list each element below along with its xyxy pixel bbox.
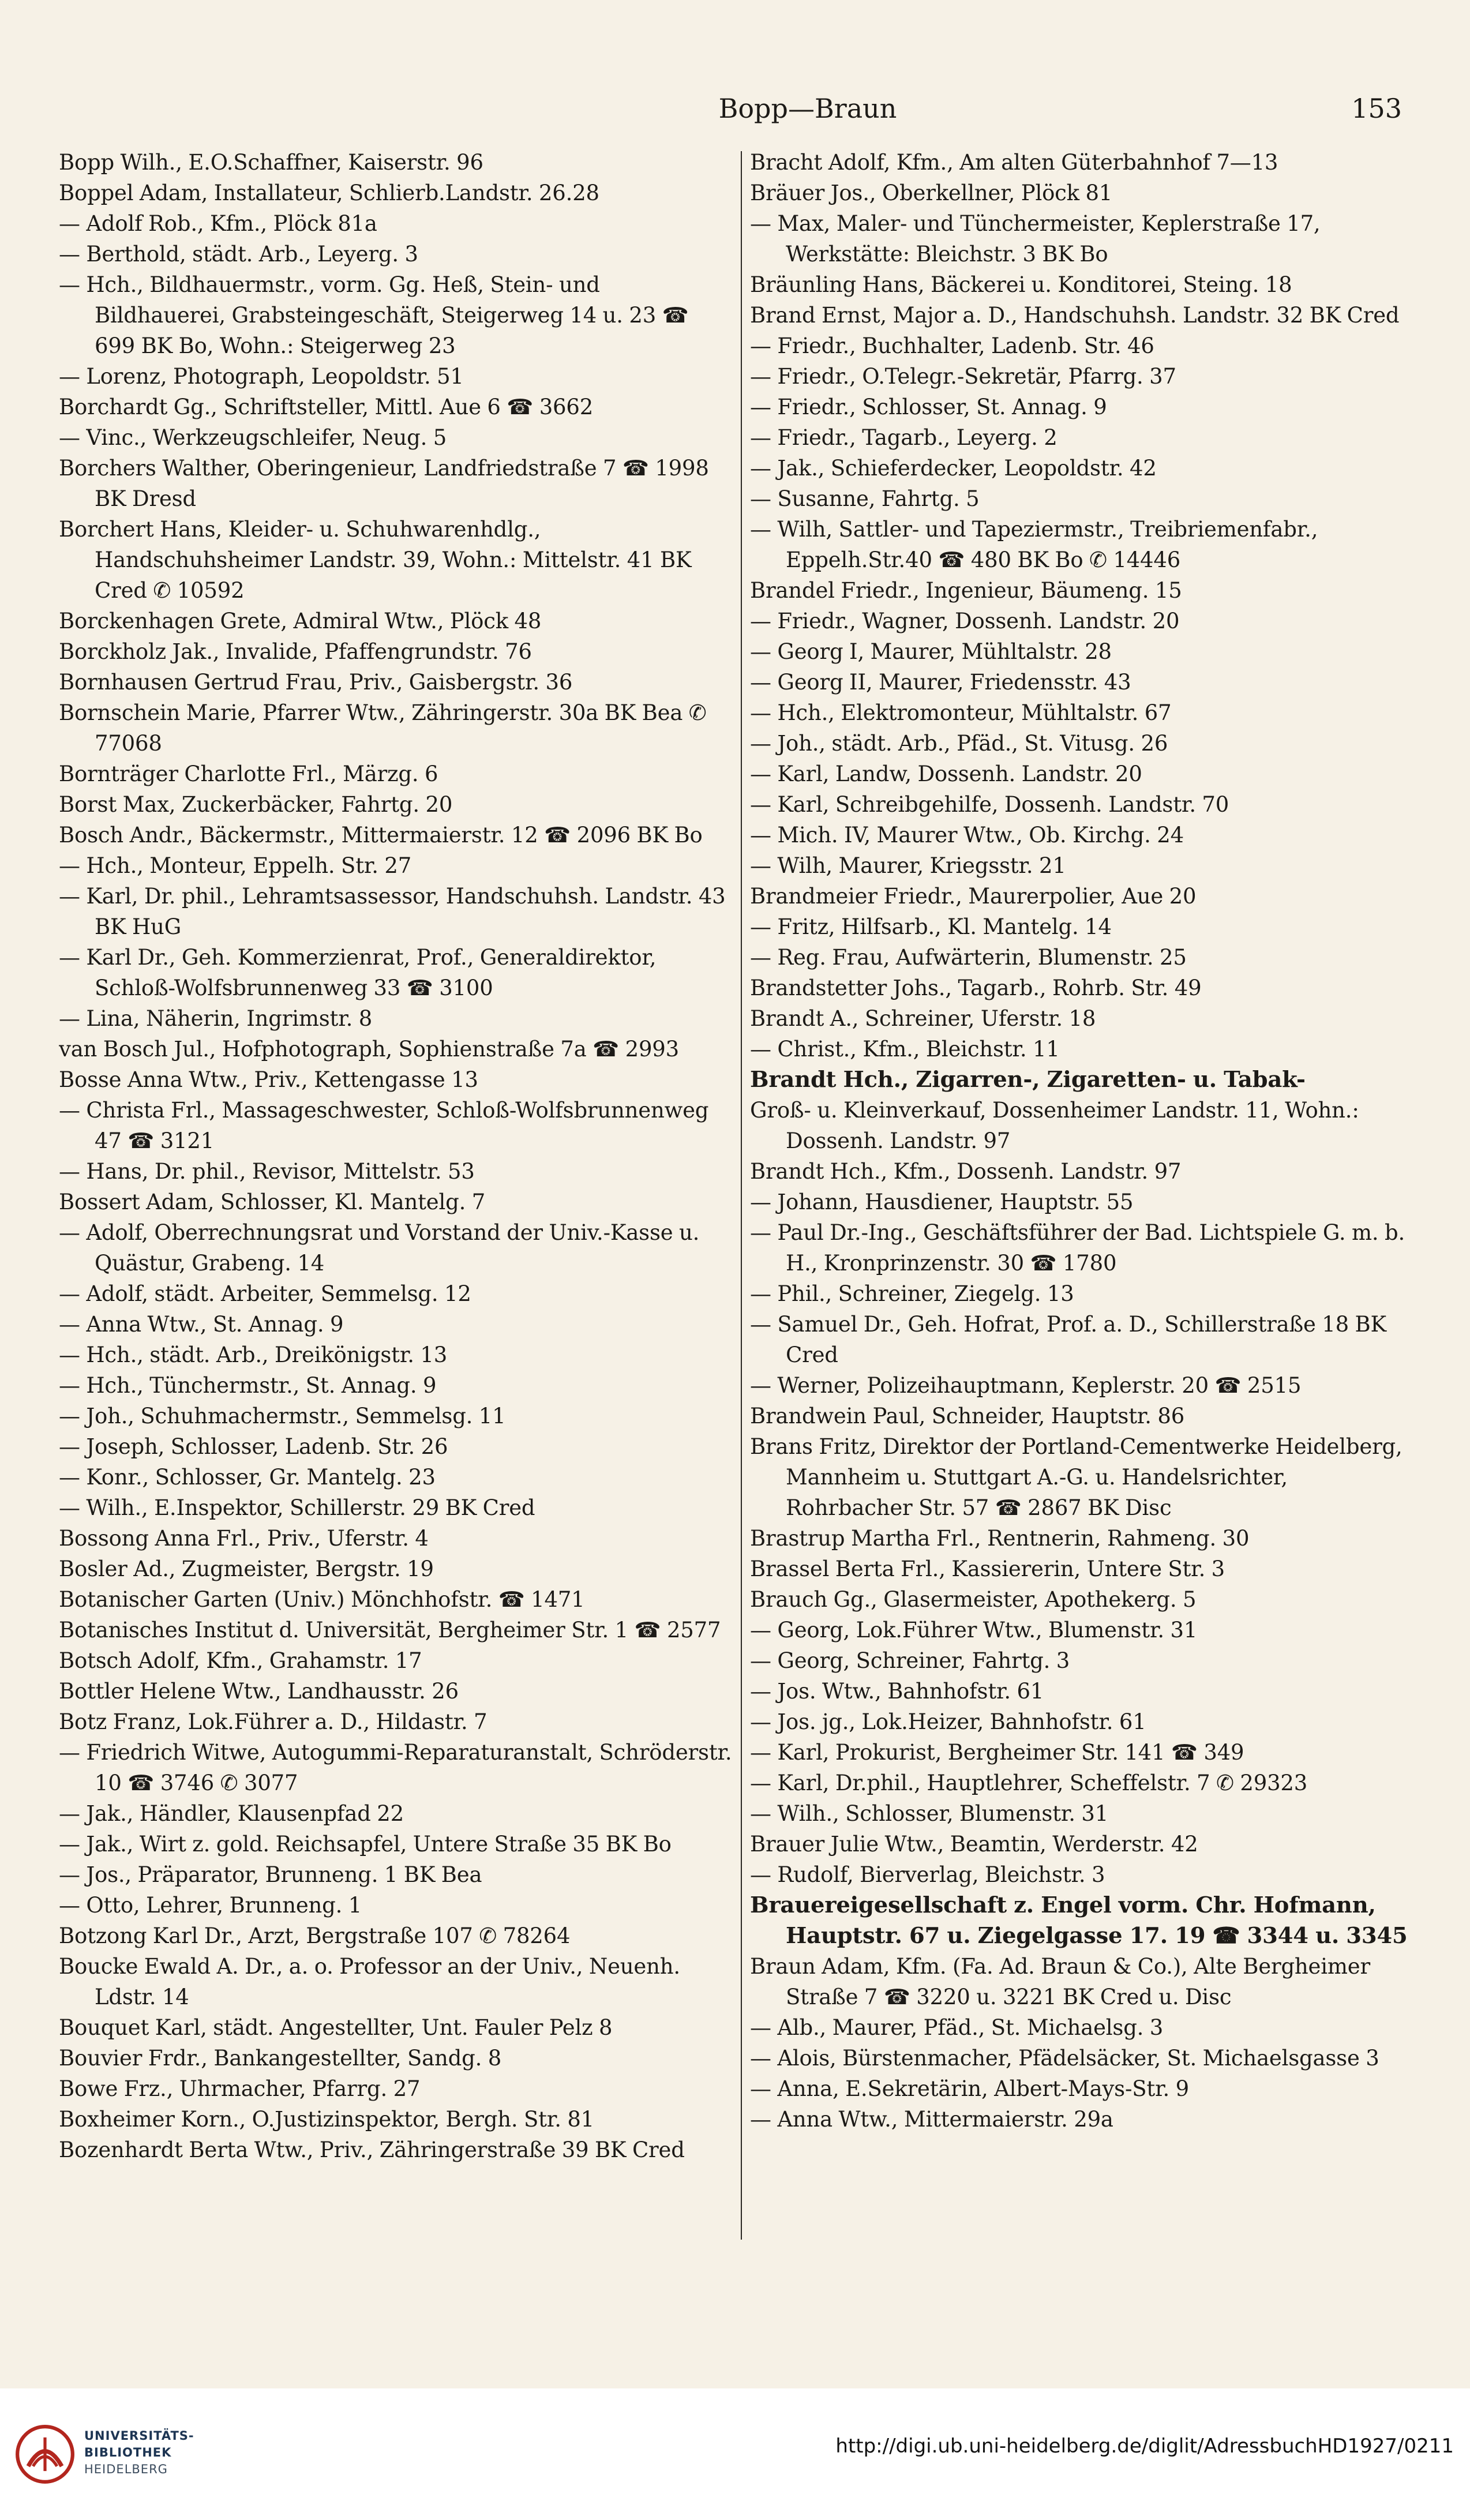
directory-entry: Brand Ernst, Major a. D., Handschuhsh. Landstr. 32 BK Cred <box>750 303 1400 328</box>
directory-entry: Brandmeier Friedr., Maurerpolier, Aue 20 <box>750 884 1197 909</box>
directory-entry: Braun Adam, Kfm. (Fa. Ad. Braun & Co.), Alte Bergheimer Straße 7 ☎ 3220 u. 3221 BK Cred u. Disc <box>750 1954 1370 2009</box>
directory-entry: — Samuel Dr., Geh. Hofrat, Prof. a. D., Schillerstraße 18 BK Cred <box>750 1312 1386 1367</box>
directory-entry: — Friedr., O.Telegr.-Sekretär, Pfarrg. 37 <box>750 364 1176 389</box>
directory-entry: Brandel Friedr., Ingenieur, Bäumeng. 15 <box>750 578 1182 603</box>
directory-entry: Bouvier Frdr., Bankangestellter, Sandg. 8 <box>59 2046 502 2071</box>
directory-entry: — Vinc., Werkzeugschleifer, Neug. 5 <box>59 425 447 450</box>
directory-entry: — Hch., Elektromonteur, Mühltalstr. 67 <box>750 700 1172 725</box>
directory-entry: — Hch., Bildhauermstr., vorm. Gg. Heß, Stein- und Bildhauerei, Grabsteingeschäft, Steigerweg 14 u. 23 ☎ 699 BK Bo, Wohn.: Steigerweg 23 <box>59 272 689 358</box>
directory-entry: Bozenhardt Berta Wtw., Priv., Zähringerstraße 39 BK Cred <box>59 2138 685 2162</box>
directory-entry: Bossong Anna Frl., Priv., Uferstr. 4 <box>59 1526 429 1551</box>
directory-entry: Brans Fritz, Direktor der Portland-Cementwerke Heidelberg, Mannheim u. Stuttgart A.-G. u. Handelsrichter, Rohrbacher Str. 57 ☎ 2867 BK Disc <box>750 1434 1402 1520</box>
directory-entry: van Bosch Jul., Hofphotograph, Sophienstraße 7a ☎ 2993 <box>59 1037 679 1062</box>
directory-entry: Borckholz Jak., Invalide, Pfaffengrundstr. 76 <box>59 639 532 664</box>
running-title: Bopp—Braun <box>718 93 897 124</box>
directory-entry: Brassel Berta Frl., Kassiererin, Untere Str. 3 <box>750 1557 1225 1581</box>
directory-entry: Boucke Ewald A. Dr., a. o. Professor an der Univ., Neuenh. Ldstr. 14 <box>59 1954 680 2009</box>
directory-entry: — Friedr., Schlosser, St. Annag. 9 <box>750 395 1107 419</box>
directory-entry: Bornhausen Gertrud Frau, Priv., Gaisbergstr. 36 <box>59 670 573 695</box>
directory-entry: — Phil., Schreiner, Ziegelg. 13 <box>750 1281 1074 1306</box>
directory-entry: Brandwein Paul, Schneider, Hauptstr. 86 <box>750 1404 1185 1428</box>
directory-entry: — Jak., Wirt z. gold. Reichsapfel, Untere Straße 35 BK Bo <box>59 1832 672 1857</box>
directory-entry: Botsch Adolf, Kfm., Grahamstr. 17 <box>59 1648 422 1673</box>
left-column <box>59 147 733 2247</box>
directory-entry: — Jos. jg., Lok.Heizer, Bahnhofstr. 61 <box>750 1709 1146 1734</box>
page-number: 153 <box>1351 93 1402 124</box>
directory-entry: — Mich. IV, Maurer Wtw., Ob. Kirchg. 24 <box>750 823 1184 847</box>
directory-entry: — Fritz, Hilfsarb., Kl. Mantelg. 14 <box>750 914 1112 939</box>
directory-entry: — Georg, Lok.Führer Wtw., Blumenstr. 31 <box>750 1618 1198 1642</box>
directory-entry: — Susanne, Fahrtg. 5 <box>750 486 980 511</box>
directory-entry: — Otto, Lehrer, Brunneng. 1 <box>59 1893 362 1918</box>
directory-entry: — Lina, Näherin, Ingrimstr. 8 <box>59 1006 373 1031</box>
directory-entry: — Friedr., Tagarb., Leyerg. 2 <box>750 425 1058 450</box>
directory-entry: — Anna, E.Sekretärin, Albert-Mays-Str. 9 <box>750 2076 1189 2101</box>
directory-entry: Bräunling Hans, Bäckerei u. Konditorei, Steing. 18 <box>750 272 1292 297</box>
directory-entry: Bottler Helene Wtw., Landhausstr. 26 <box>59 1679 459 1704</box>
directory-entry: Bornträger Charlotte Frl., Märzg. 6 <box>59 762 438 786</box>
directory-entry: — Alb., Maurer, Pfäd., St. Michaelsg. 3 <box>750 2015 1164 2040</box>
directory-entry: — Alois, Bürstenmacher, Pfädelsäcker, St. Michaelsgasse 3 <box>750 2046 1379 2071</box>
directory-entry: Bouquet Karl, städt. Angestellter, Unt. Fauler Pelz 8 <box>59 2015 613 2040</box>
directory-entry: — Joseph, Schlosser, Ladenb. Str. 26 <box>59 1434 448 1459</box>
directory-entry: — Christa Frl., Massageschwester, Schloß-Wolfsbrunnenweg 47 ☎ 3121 <box>59 1098 709 1153</box>
library-name-line2: BIBLIOTHEK <box>84 2446 172 2459</box>
directory-entry: — Karl, Dr.phil., Hauptlehrer, Scheffelstr. 7 ✆ 29323 <box>750 1771 1308 1795</box>
directory-entry: — Joh., städt. Arb., Pfäd., St. Vitusg. 26 <box>750 731 1168 756</box>
column-divider <box>741 151 742 2240</box>
directory-entry: — Georg I, Maurer, Mühltalstr. 28 <box>750 639 1112 664</box>
directory-entry: — Hch., städt. Arb., Dreikönigstr. 13 <box>59 1342 448 1367</box>
directory-entry: — Friedr., Wagner, Dossenh. Landstr. 20 <box>750 609 1180 633</box>
directory-entry: Groß- u. Kleinverkauf, Dossenheimer Landstr. 11, Wohn.: Dossenh. Landstr. 97 <box>750 1098 1359 1153</box>
directory-entry: — Reg. Frau, Aufwärterin, Blumenstr. 25 <box>750 945 1187 970</box>
directory-entry: — Georg, Schreiner, Fahrtg. 3 <box>750 1648 1070 1673</box>
directory-entry: Brauer Julie Wtw., Beamtin, Werderstr. 42 <box>750 1832 1198 1857</box>
right-column <box>750 147 1413 2247</box>
directory-entry: Boppel Adam, Installateur, Schlierb.Landstr. 26.28 <box>59 181 599 205</box>
directory-entry: — Jak., Schieferdecker, Leopoldstr. 42 <box>750 456 1157 481</box>
directory-entry: — Friedrich Witwe, Autogummi-Reparaturanstalt, Schröderstr. 10 ☎ 3746 ✆ 3077 <box>59 1740 732 1795</box>
directory-entry: Bowe Frz., Uhrmacher, Pfarrg. 27 <box>59 2076 421 2101</box>
directory-entry: — Wilh., E.Inspektor, Schillerstr. 29 BK Cred <box>59 1495 535 1520</box>
directory-entry: Botanisches Institut d. Universität, Bergheimer Str. 1 ☎ 2577 <box>59 1618 721 1642</box>
directory-entry: Brandt A., Schreiner, Uferstr. 18 <box>750 1006 1096 1031</box>
directory-entry: Bopp Wilh., E.O.Schaffner, Kaiserstr. 96 <box>59 150 483 175</box>
directory-entry: — Karl, Prokurist, Bergheimer Str. 141 ☎ 349 <box>750 1740 1244 1765</box>
source-url-link[interactable]: http://digi.ub.uni-heidelberg.de/diglit/AdressbuchHD1927/0211 <box>835 2435 1454 2458</box>
directory-entry: Borst Max, Zuckerbäcker, Fahrtg. 20 <box>59 792 453 817</box>
directory-entry: Bräuer Jos., Oberkellner, Plöck 81 <box>750 181 1113 205</box>
directory-entry: Borchert Hans, Kleider- u. Schuhwarenhdlg., Handschuhsheimer Landstr. 39, Wohn.: Mittelstr. 41 BK Cred ✆ 10592 <box>59 517 692 603</box>
university-library-logo-icon[interactable] <box>15 2424 75 2484</box>
directory-entry: Borchers Walther, Oberingenieur, Landfriedstraße 7 ☎ 1998 BK Dresd <box>59 456 709 511</box>
directory-entry: Bosler Ad., Zugmeister, Bergstr. 19 <box>59 1557 434 1581</box>
footer-bar <box>0 2388 1470 2520</box>
directory-entry: Botzong Karl Dr., Arzt, Bergstraße 107 ✆ 78264 <box>59 1923 571 1948</box>
directory-entry: Bracht Adolf, Kfm., Am alten Güterbahnhof 7—13 <box>750 150 1278 175</box>
directory-entry: — Lorenz, Photograph, Leopoldstr. 51 <box>59 364 464 389</box>
directory-entry: — Berthold, städt. Arb., Leyerg. 3 <box>59 242 418 267</box>
directory-entry: — Hans, Dr. phil., Revisor, Mittelstr. 53 <box>59 1159 475 1184</box>
directory-entry: — Hch., Monteur, Eppelh. Str. 27 <box>59 853 412 878</box>
directory-entry: Brandt Hch., Zigarren-, Zigaretten- u. Tabak- <box>750 1067 1306 1093</box>
directory-entry: Botz Franz, Lok.Führer a. D., Hildastr. 7 <box>59 1709 487 1734</box>
directory-entry: Brauch Gg., Glasermeister, Apothekerg. 5 <box>750 1587 1197 1612</box>
directory-entry: — Wilh, Sattler- und Tapeziermstr., Treibriemenfabr., Eppelh.Str.40 ☎ 480 BK Bo ✆ 14446 <box>750 517 1318 572</box>
directory-entry: — Rudolf, Bierverlag, Bleichstr. 3 <box>750 1862 1105 1887</box>
directory-entry: — Georg II, Maurer, Friedensstr. 43 <box>750 670 1131 695</box>
directory-entry: — Werner, Polizeihauptmann, Keplerstr. 20 ☎ 2515 <box>750 1373 1302 1398</box>
directory-entry: — Christ., Kfm., Bleichstr. 11 <box>750 1037 1060 1062</box>
directory-entry: — Karl, Landw, Dossenh. Landstr. 20 <box>750 762 1142 786</box>
directory-entry: — Jos., Präparator, Brunneng. 1 BK Bea <box>59 1862 482 1887</box>
directory-entry: Brandstetter Johs., Tagarb., Rohrb. Str. 49 <box>750 976 1202 1000</box>
directory-entry: Bossert Adam, Schlosser, Kl. Mantelg. 7 <box>59 1190 486 1214</box>
directory-entry: — Wilh., Schlosser, Blumenstr. 31 <box>750 1801 1109 1826</box>
directory-entry: — Adolf Rob., Kfm., Plöck 81a <box>59 211 377 236</box>
directory-entry: — Joh., Schuhmachermstr., Semmelsg. 11 <box>59 1404 506 1428</box>
directory-entry: — Johann, Hausdiener, Hauptstr. 55 <box>750 1190 1134 1214</box>
directory-entry: — Anna Wtw., St. Annag. 9 <box>59 1312 344 1337</box>
directory-entry: — Max, Maler- und Tünchermeister, Keplerstraße 17, Werkstätte: Bleichstr. 3 BK Bo <box>750 211 1321 267</box>
library-name <box>84 2428 269 2478</box>
directory-entry: — Jak., Händler, Klausenpfad 22 <box>59 1801 404 1826</box>
directory-entry: — Adolf, Oberrechnungsrat und Vorstand der Univ.-Kasse u. Quästur, Grabeng. 14 <box>59 1220 700 1276</box>
directory-entry: Bornschein Marie, Pfarrer Wtw., Zähringerstr. 30a BK Bea ✆ 77068 <box>59 700 707 756</box>
directory-entry: — Hch., Tünchermstr., St. Annag. 9 <box>59 1373 437 1398</box>
directory-entry: — Anna Wtw., Mittermaierstr. 29a <box>750 2107 1113 2132</box>
directory-entry: — Karl, Schreibgehilfe, Dossenh. Landstr. 70 <box>750 792 1229 817</box>
directory-entry: — Karl, Dr. phil., Lehramtsassessor, Handschuhsh. Landstr. 43 BK HuG <box>59 884 726 939</box>
directory-entry: — Jos. Wtw., Bahnhofstr. 61 <box>750 1679 1044 1704</box>
directory-entry: — Konr., Schlosser, Gr. Mantelg. 23 <box>59 1465 436 1490</box>
directory-entry: Bosse Anna Wtw., Priv., Kettengasse 13 <box>59 1067 478 1092</box>
directory-entry: — Paul Dr.-Ing., Geschäftsführer der Bad. Lichtspiele G. m. b. H., Kronprinzenstr. 30 ☎ 1780 <box>750 1220 1405 1276</box>
directory-entry: Bosch Andr., Bäckermstr., Mittermaierstr. 12 ☎ 2096 BK Bo <box>59 823 703 847</box>
directory-entry: Botanischer Garten (Univ.) Mönchhofstr. ☎ 1471 <box>59 1587 585 1612</box>
library-name-line3: HEIDELBERG <box>84 2462 168 2476</box>
directory-entry: — Friedr., Buchhalter, Ladenb. Str. 46 <box>750 333 1154 358</box>
directory-entry: Borckenhagen Grete, Admiral Wtw., Plöck 48 <box>59 609 542 633</box>
library-name-line1: UNIVERSITÄTS- <box>84 2429 194 2443</box>
directory-entry: Borchardt Gg., Schriftsteller, Mittl. Aue 6 ☎ 3662 <box>59 395 594 419</box>
directory-entry: — Adolf, städt. Arbeiter, Semmelsg. 12 <box>59 1281 471 1306</box>
directory-entry: Brastrup Martha Frl., Rentnerin, Rahmeng. 30 <box>750 1526 1250 1551</box>
directory-entry: — Wilh, Maurer, Kriegsstr. 21 <box>750 853 1066 878</box>
directory-entry: Brandt Hch., Kfm., Dossenh. Landstr. 97 <box>750 1159 1182 1184</box>
directory-entry: Brauereigesellschaft z. Engel vorm. Chr. Hofmann, Hauptstr. 67 u. Ziegelgasse 17. 19 ☎ 3344 u. 3345 <box>750 1892 1408 1949</box>
directory-entry: — Karl Dr., Geh. Kommerzienrat, Prof., Generaldirektor, Schloß-Wolfsbrunnenweg 33 ☎ 3100 <box>59 945 657 1000</box>
directory-entry: Boxheimer Korn., O.Justizinspektor, Bergh. Str. 81 <box>59 2107 595 2132</box>
